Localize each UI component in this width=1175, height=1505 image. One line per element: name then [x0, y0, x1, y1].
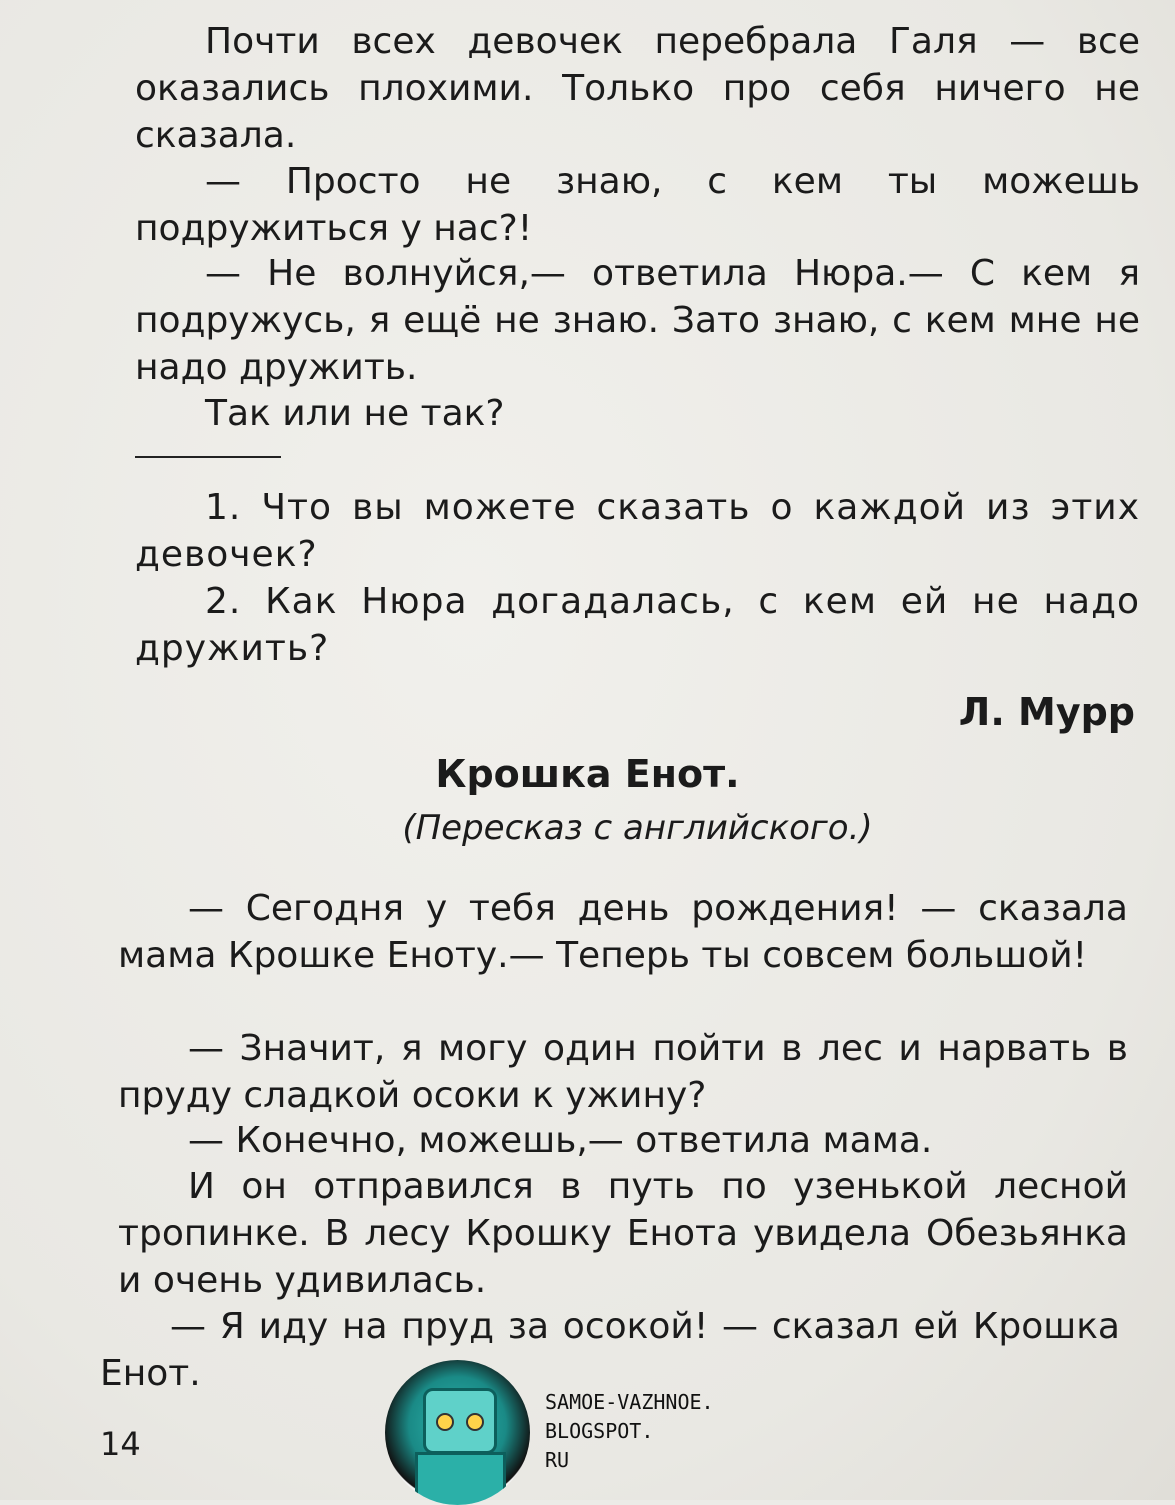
page-number: 14	[100, 1425, 141, 1463]
story-paragraph-2: — Значит, я могу один пойти в лес и нарвать в пруду сладкой осоки к ужину?	[118, 1028, 1128, 1116]
story-paragraph-5: — Я иду на пруд за осокой! — сказал ей Крошка Енот.	[100, 1306, 1120, 1394]
story-title: Крошка Енот.	[435, 752, 740, 796]
story-paragraph-3: — Конечно, можешь,— ответила мама.	[188, 1120, 933, 1161]
story-author: Л. Мурр	[958, 690, 1135, 734]
story-paragraph-1: — Сегодня у тебя день рождения! — сказала мама Крошке Еноту.— Теперь ты совсем большой!	[118, 888, 1128, 976]
question-2: 2. Как Нюра догадалась, с кем ей не надо дружить?	[135, 581, 1140, 669]
question-1: 1. Что вы можете сказать о каждой из этих девочек?	[135, 487, 1140, 575]
robot-logo-icon	[385, 1360, 530, 1505]
robot-face	[423, 1388, 497, 1454]
paragraph-3: — Не волнуйся,— ответила Нюра.— С кем я подружусь, я ещё не знаю. Зато знаю, с кем мне не надо дружить.	[135, 253, 1140, 388]
paragraph-4: Так или не так?	[205, 393, 505, 434]
watermark-line-2: BLOGSPOT.	[545, 1419, 654, 1443]
robot-eye-icon	[466, 1413, 484, 1431]
story-subtitle: (Пересказ с английского.)	[402, 808, 873, 848]
watermark-text[interactable]	[545, 1388, 714, 1475]
section-divider	[135, 456, 281, 458]
robot-eye-icon	[436, 1413, 454, 1431]
paragraph-1: Почти всех девочек перебрала Галя — все оказались плохими. Только про себя ничего не сказала.	[135, 21, 1140, 156]
robot-body	[415, 1452, 506, 1505]
story-paragraph-4: И он отправился в путь по узенькой лесной тропинке. В лесу Крошку Енота увидела Обезьянка и очень удивилась.	[118, 1166, 1128, 1301]
watermark-line-3: RU	[545, 1448, 570, 1472]
watermark-line-1: SAMOE-VAZHNOE.	[545, 1390, 714, 1414]
paragraph-2: — Просто не знаю, с кем ты можешь подружиться у нас?!	[135, 161, 1140, 249]
